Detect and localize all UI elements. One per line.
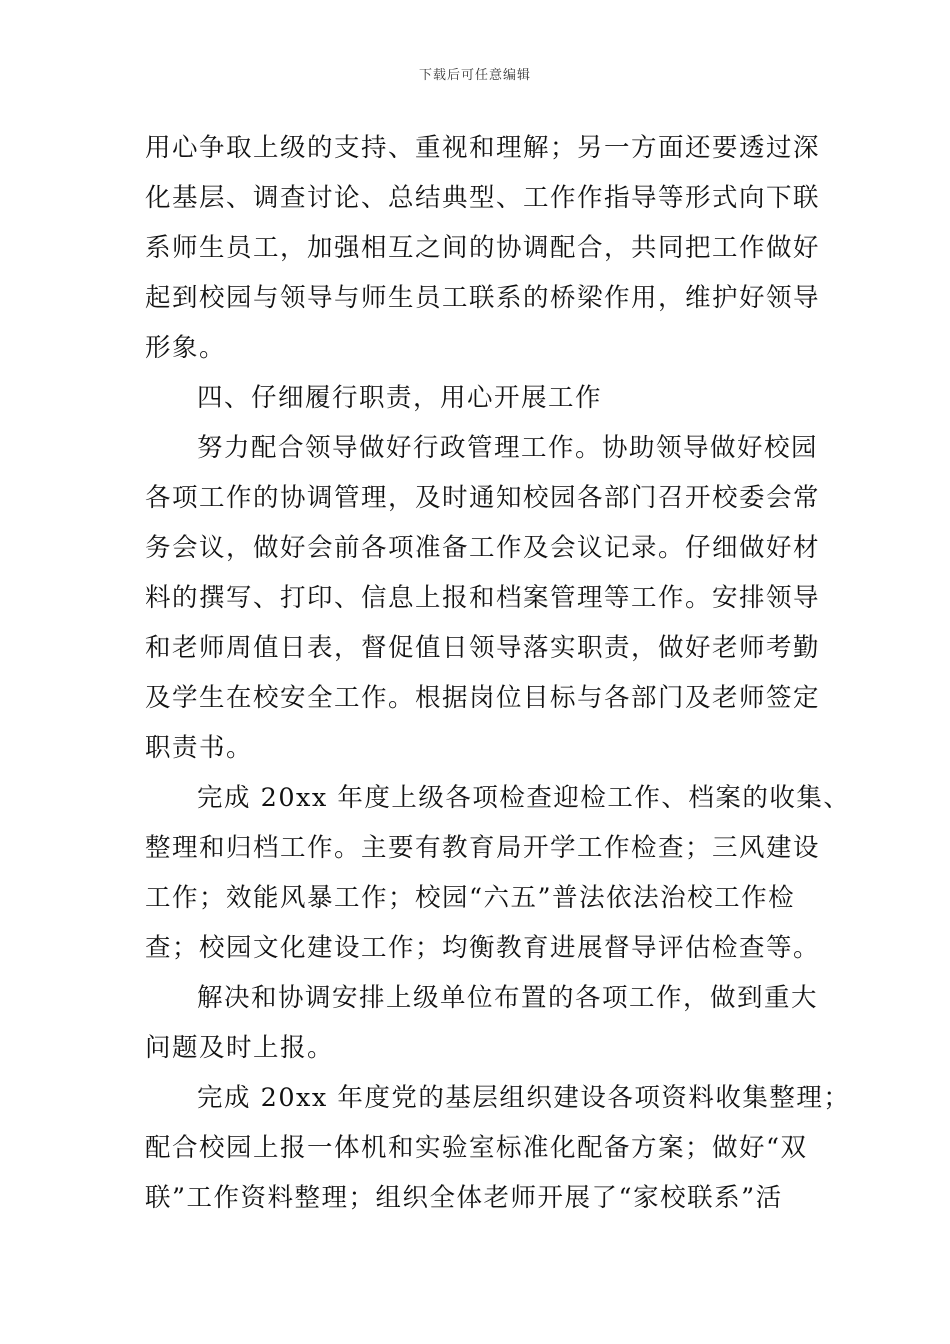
text-line: 工作；效能风暴工作；校园“六五”普法依法治校工作检	[145, 883, 796, 913]
text-line: 整理和归档工作。主要有教育局开学工作检查；三风建设	[145, 833, 821, 863]
text-line: 完成 20xx 年度党的基层组织建设各项资料收集整理；	[197, 1083, 851, 1113]
text-line: 起到校园与领导与师生员工联系的桥梁作用，维护好领导	[145, 283, 821, 313]
section-heading	[145, 373, 810, 423]
text-line: 形象。	[145, 333, 227, 363]
text-line: 用心争取上级的支持、重视和理解；另一方面还要透过深	[145, 133, 821, 163]
text-line: 料的撰写、打印、信息上报和档案管理等工作。安排领导	[145, 583, 821, 613]
page-header: 下载后可任意编辑	[418, 68, 531, 83]
text-line: 化基层、调查讨论、总结典型、工作作指导等形式向下联	[145, 183, 821, 213]
text-line: 问题及时上报。	[145, 1033, 335, 1063]
paragraph-4	[145, 973, 819, 1073]
text-line: 联”工作资料整理；组织全体老师开展了“家校联系”活	[145, 1183, 783, 1213]
heading-line: 四、仔细履行职责，用心开展工作	[197, 383, 603, 413]
text-line: 努力配合领导做好行政管理工作。协助领导做好校园	[197, 433, 819, 463]
paragraph-1	[145, 123, 821, 373]
paragraph-3	[145, 773, 851, 973]
text-line: 职责书。	[145, 733, 254, 763]
text-line: 系师生员工，加强相互之间的协调配合，共同把工作做好	[145, 233, 821, 263]
text-line: 务会议，做好会前各项准备工作及会议记录。仔细做好材	[145, 533, 821, 563]
text-line: 查；校园文化建设工作；均衡教育进展督导评估检查等。	[145, 933, 821, 963]
text-line: 各项工作的协调管理，及时通知校园各部门召开校委会常	[145, 483, 821, 513]
text-line: 配合校园上报一体机和实验室标准化配备方案；做好“双	[145, 1133, 808, 1163]
paragraph-5	[145, 1073, 851, 1223]
document-body	[145, 123, 851, 1223]
text-line: 及学生在校安全工作。根据岗位目标与各部门及老师签定	[145, 683, 821, 713]
text-line: 和老师周值日表，督促值日领导落实职责，做好老师考勤	[145, 633, 821, 663]
paragraph-2	[145, 423, 821, 773]
text-line: 完成 20xx 年度上级各项检查迎检工作、档案的收集、	[197, 783, 851, 813]
text-line: 解决和协调安排上级单位布置的各项工作，做到重大	[197, 983, 819, 1013]
